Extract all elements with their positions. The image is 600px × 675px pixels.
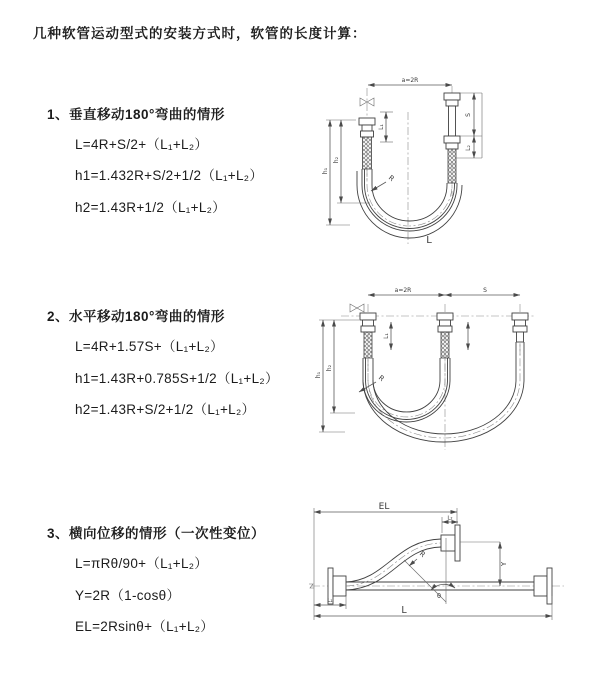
braided-hose-section	[448, 149, 456, 183]
dim-label-el: EL	[378, 502, 390, 512]
diagram-lateral-displacement	[300, 498, 585, 656]
dim-label-l: L	[401, 605, 407, 616]
formula-h2: h2=1.43R+S/2+1/2（L₁+L₂）	[75, 402, 256, 417]
dimension-s	[445, 287, 520, 295]
dim-label-l2: L₂	[465, 145, 472, 151]
dim-label-a2r: a=2R	[401, 77, 419, 84]
formula-y: Y=2R（1-cosθ）	[75, 588, 181, 603]
hose-u-bend	[357, 169, 462, 238]
dimension-h1	[322, 120, 350, 225]
dimension-a2r	[368, 287, 445, 295]
braided-hose-section	[441, 332, 449, 358]
left-pipe-fitting	[360, 313, 376, 358]
dim-label-r: R	[386, 173, 396, 184]
dim-label-a2r: a=2R	[394, 287, 412, 294]
dim-label-r: R	[417, 549, 427, 560]
page-title: 几种软管运动型式的安装方式时，软管的长度计算：	[33, 26, 367, 41]
formula-l: L=πRθ/90+（L₁+L₂）	[75, 556, 209, 571]
dim-label-l1: L₁	[383, 333, 390, 339]
dim-label-r: R	[376, 373, 386, 384]
valve-icon	[350, 304, 364, 312]
dim-label-l1: L₁	[378, 124, 385, 130]
formula-h1: h1=1.432R+S/2+1/2（L₁+L₂）	[75, 168, 264, 183]
dim-label-h1: h₁	[315, 371, 322, 379]
dimension-l1	[314, 596, 346, 609]
formula-l: L=4R+S/2+（L₁+L₂）	[75, 137, 209, 152]
formula-h2: h2=1.43R+1/2（L₁+L₂）	[75, 200, 226, 215]
dim-label-y: Y	[500, 561, 508, 567]
dim-label-s: S	[465, 113, 472, 117]
braided-hose-section	[364, 332, 372, 358]
braided-hose-section	[363, 137, 372, 169]
formula-l: L=4R+1.57S+（L₁+L₂）	[75, 339, 224, 354]
dimension-y	[500, 542, 508, 586]
radius-callout	[371, 174, 396, 191]
left-pipe-fitting	[359, 118, 375, 169]
dim-label-s: S	[483, 287, 487, 294]
dim-label-l: L	[426, 235, 432, 246]
dim-label-l2: L₂	[447, 515, 453, 522]
dimension-l	[314, 596, 552, 620]
raised-flange	[441, 525, 500, 561]
dim-label-l1: L₁	[327, 598, 333, 604]
diagram-horizontal-180	[303, 280, 565, 472]
dimension-el	[314, 502, 457, 620]
section-1-heading: 1、垂直移动180°弯曲的情形	[47, 107, 225, 122]
right-flange	[534, 568, 552, 604]
dim-label-h2: h₂	[333, 156, 340, 164]
dimension-l2	[465, 136, 474, 158]
dim-label-theta: θ	[437, 592, 441, 600]
section-2-heading: 2、水平移动180°弯曲的情形	[47, 309, 225, 324]
hose-u-position-1	[363, 358, 450, 422]
dim-label-h2: h₂	[326, 364, 333, 372]
formula-h1: h1=1.43R+0.785S+1/2（L₁+L₂）	[75, 371, 279, 386]
dimension-l1	[378, 112, 393, 142]
dimension-l1	[383, 322, 468, 350]
right-pipe-fitting	[512, 313, 528, 342]
middle-pipe-fitting	[437, 313, 453, 358]
dim-label-h1: h₁	[322, 167, 329, 175]
section-3-heading: 3、横向位移的情形（一次性变位）	[47, 526, 266, 541]
formula-el: EL=2Rsinθ+（L₁+L₂）	[75, 619, 215, 634]
right-pipe-fitting	[444, 93, 460, 183]
dimension-a2r	[368, 77, 452, 85]
diagram-vertical-180	[298, 68, 548, 258]
dimension-h1	[315, 320, 345, 432]
dimension-h2	[319, 320, 359, 413]
